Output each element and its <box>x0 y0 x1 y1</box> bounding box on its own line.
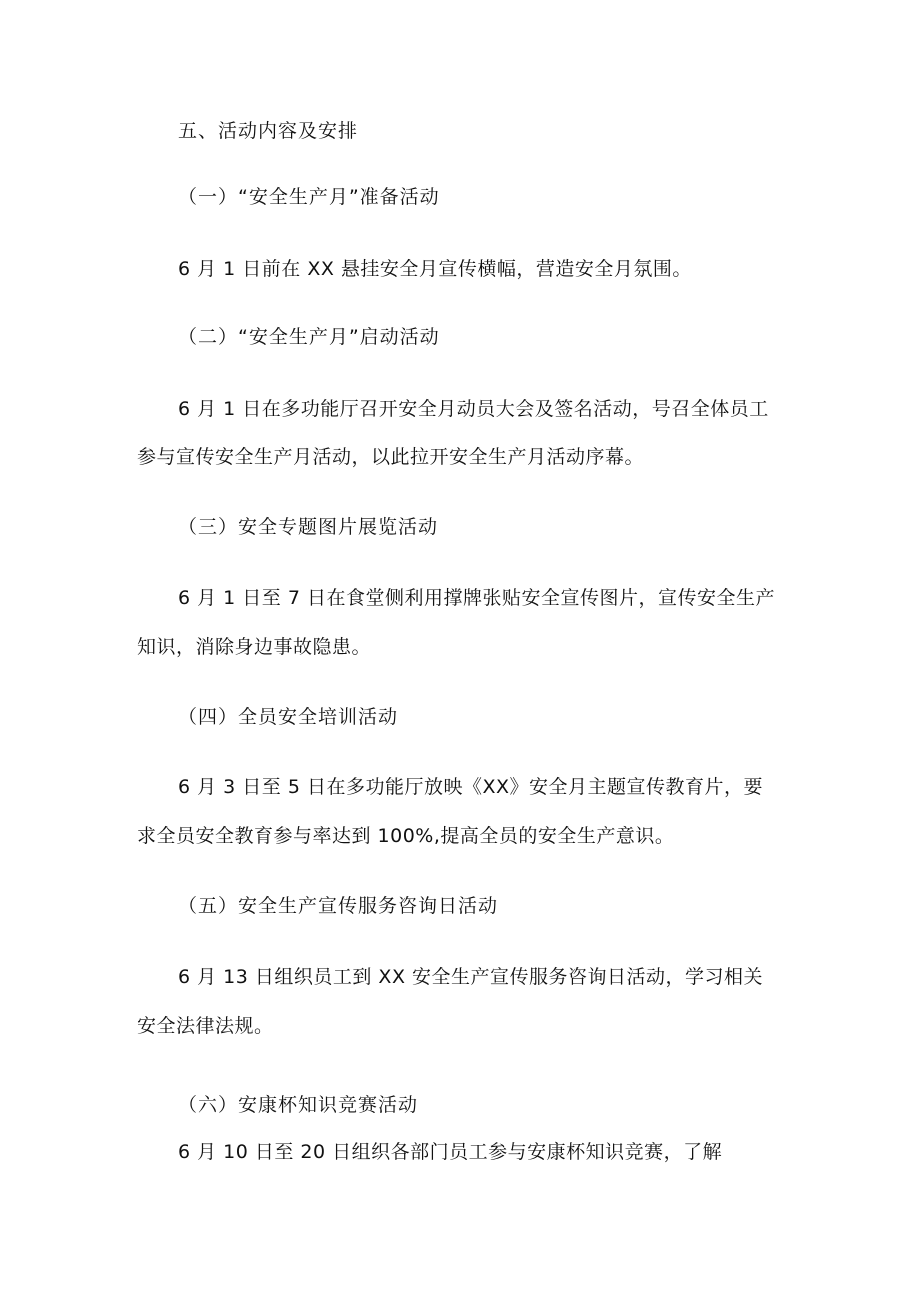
section-title: 五、活动内容及安排 <box>178 120 359 142</box>
item-heading-2: （二）“安全生产月”启动活动 <box>178 326 440 348</box>
item-heading-3: （三）安全专题图片展览活动 <box>178 516 439 538</box>
item-heading-4: （四）全员安全培训活动 <box>178 706 399 728</box>
item-3-line-1: 6 月 1 日至 7 日在食堂侧利用撑牌张贴安全宣传图片，宣传安全生产 <box>178 587 775 609</box>
item-5-line-1: 6 月 13 日组织员工到 XX 安全生产宣传服务咨询日活动，学习相关 <box>178 966 763 988</box>
item-heading-1: （一）“安全生产月”准备活动 <box>178 186 440 208</box>
item-6-line-1: 6 月 10 日至 20 日组织各部门员工参与安康杯知识竞赛，了解 <box>178 1141 723 1163</box>
item-heading-5: （五）安全生产宣传服务咨询日活动 <box>178 895 499 917</box>
item-4-line-1: 6 月 3 日至 5 日在多功能厅放映《XX》安全月主题宣传教育片，要 <box>178 776 763 798</box>
item-2-line-2: 参与宣传安全生产月活动，以此拉开安全生产月活动序幕。 <box>137 446 645 468</box>
item-1-line-1: 6 月 1 日前在 XX 悬挂安全月宣传横幅，营造安全月氛围。 <box>178 258 692 280</box>
item-5-line-2: 安全法律法规。 <box>137 1015 274 1037</box>
item-heading-6: （六）安康杯知识竞赛活动 <box>178 1094 419 1116</box>
item-4-line-2: 求全员安全教育参与率达到 100%,提高全员的安全生产意识。 <box>137 825 675 847</box>
item-2-line-1: 6 月 1 日在多功能厅召开安全月动员大会及签名活动，号召全体员工 <box>178 398 769 420</box>
item-3-line-2: 知识，消除身边事故隐患。 <box>137 636 372 658</box>
